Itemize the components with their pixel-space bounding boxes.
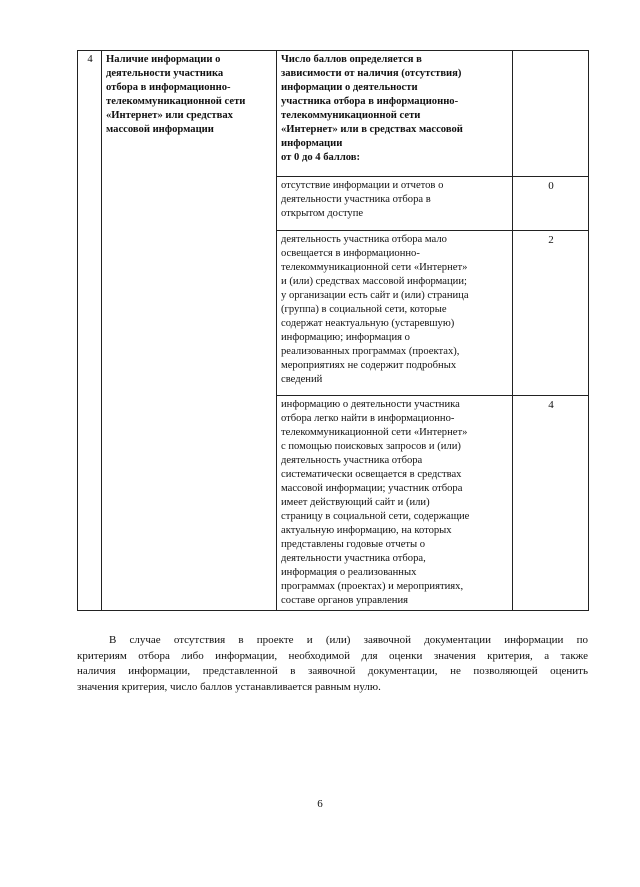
option-line: реализованных программах (проектах), [281, 345, 460, 357]
option-description-cell [277, 396, 513, 611]
criteria-table [77, 50, 589, 611]
option-line: деятельности участника отбора в [281, 193, 431, 205]
criterion-line: отбора в информационно- [106, 81, 231, 93]
option-line: и (или) средствах массовой информации; [281, 275, 467, 287]
option-score-cell: 2 [513, 231, 589, 396]
note-line: значения критерия, число баллов устанавливается равным нулю. [77, 680, 381, 693]
option-description-cell [277, 177, 513, 231]
option-score-cell: 4 [513, 396, 589, 611]
option-line: отсутствие информации и отчетов о [281, 180, 444, 191]
score-header-cell [513, 51, 589, 177]
scoring-header-line: участника отбора в информационно- [281, 95, 459, 107]
row-number-cell: 4 [78, 51, 102, 611]
option-line: представлены годовые отчеты о [281, 538, 426, 550]
option-line: массовой информации; участник отбора [281, 482, 463, 494]
note-line: В случае отсутствия в проекте и (или) заявочной документации информации по [109, 634, 588, 646]
option-line: открытом доступе [281, 207, 364, 219]
option-line: сведений [281, 373, 323, 385]
option-line: имеет действующий сайт и (или) [281, 496, 430, 508]
option-line: информацию; информация о [281, 331, 410, 343]
scoring-header-line: зависимости от наличия (отсутствия) [281, 67, 462, 79]
option-line: содержат неактуальную (устаревшую) [281, 317, 455, 329]
option-line: страницу в социальной сети, содержащие [281, 510, 470, 522]
option-line: у организации есть сайт и (или) страница [281, 289, 469, 301]
option-line: освещается в информационно- [281, 247, 420, 259]
option-line: программах (проектах) и мероприятиях, [281, 580, 464, 592]
scoring-header-line: «Интернет» или в средствах массовой [281, 123, 463, 135]
scoring-header-line: информации [281, 137, 343, 149]
option-score-cell: 0 [513, 177, 589, 231]
option-line: систематически освещается в средствах [281, 468, 462, 480]
scoring-header-line: Число баллов определяется в [281, 54, 422, 65]
scoring-header-line: информации о деятельности [281, 81, 418, 93]
criterion-line: массовой информации [106, 123, 214, 135]
criterion-line: телекоммуникационной сети [106, 95, 246, 107]
criterion-line: деятельности участника [106, 67, 224, 79]
option-line: (группа) в социальной сети, которые [281, 303, 447, 315]
note-line: критериям отбора либо информации, необходимой для оценки значения критерия, а также [77, 649, 588, 662]
option-description-cell [277, 231, 513, 396]
scoring-header-cell [277, 51, 513, 177]
option-line: телекоммуникационной сети «Интернет» [281, 426, 468, 438]
scoring-header-line: телекоммуникационной сети [281, 109, 421, 121]
criterion-line: «Интернет» или средствах [106, 109, 233, 121]
option-line: деятельность участника отбора мало [281, 234, 447, 245]
option-line: составе органов управления [281, 594, 409, 606]
option-line: отбора легко найти в информационно- [281, 412, 455, 424]
option-line: деятельность участника отбора [281, 454, 423, 466]
option-line: мероприятиях не содержит подробных [281, 359, 457, 371]
option-line: деятельности участника отбора, [281, 552, 426, 564]
option-line: актуальную информацию, на которых [281, 524, 452, 536]
option-line: телекоммуникационной сети «Интернет» [281, 261, 468, 273]
option-line: информацию о деятельности участника [281, 399, 460, 410]
criterion-name-cell [102, 51, 277, 611]
note-paragraph [77, 633, 588, 695]
table-row-header [78, 51, 589, 177]
option-line: информация о реализованных [281, 566, 417, 578]
page-number: 6 [317, 798, 323, 810]
scoring-header-line: от 0 до 4 баллов: [281, 151, 361, 163]
criterion-line: Наличие информации о [106, 54, 221, 65]
note-line: наличия информации, представленной в заявочной документации, не позволяющей оценить [77, 665, 588, 678]
option-line: с помощью поисковых запросов и (или) [281, 440, 461, 452]
